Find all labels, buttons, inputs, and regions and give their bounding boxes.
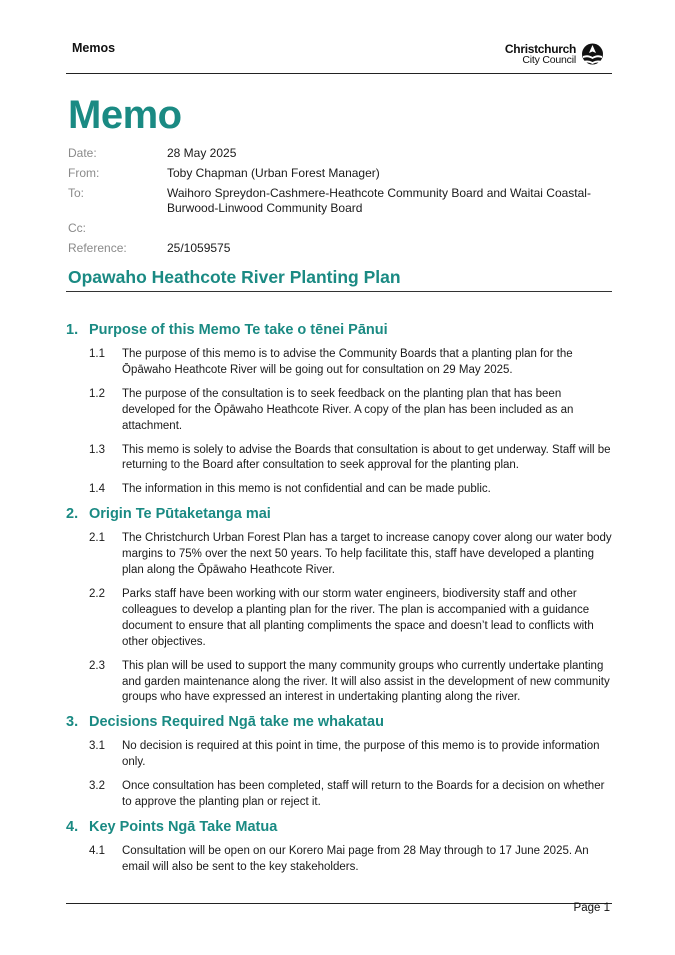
from-row — [68, 166, 607, 182]
item-text: No decision is required at this point in time, the purpose of this memo is to provide information only. — [122, 740, 600, 769]
section-heading — [66, 506, 616, 522]
to-row — [68, 186, 607, 217]
section-key-points — [66, 819, 616, 876]
section-number: 1. — [66, 322, 79, 338]
cc-label: Cc: — [68, 221, 86, 236]
item-number: 3.1 — [89, 740, 105, 753]
list-item — [66, 443, 616, 475]
section-decisions — [66, 714, 616, 811]
section-title: Purpose of this Memo Te take o tēnei Pānui — [89, 322, 388, 338]
header-section-label: Memos — [72, 41, 116, 55]
item-number: 4.1 — [89, 844, 105, 857]
item-text: The Christchurch Urban Forest Plan has a target to increase canopy cover along our water body margins to 75% over the next 50 years. To help facilitate this, staff have developed a planting plan along the Ōpāwaho Heathcote River. — [122, 532, 612, 577]
section-title: Origin Te Pūtaketanga mai — [89, 506, 271, 523]
section-number: 3. — [66, 714, 79, 731]
to-value: Waihoro Spreydon-Cashmere-Heathcote Community Board and Waitai Coastal-Burwood-Linwood Community Board — [167, 185, 591, 216]
item-text: This plan will be used to support the many community groups who currently undertake planting and garden maintenance along the river. It will also assist in the development of new community groups who have expressed an interest in undertaking planting along the river. — [122, 659, 610, 704]
item-number: 1.1 — [89, 348, 105, 360]
item-text: Once consultation has been completed, staff will return to the Boards for a decision on whether to approve the planting plan or reject it. — [122, 780, 605, 809]
page-number: Page 1 — [573, 902, 610, 914]
date-row — [68, 146, 607, 162]
item-text: This memo is solely to advise the Boards that consultation is about to get underway. Staff will be returning to the Board after consultation to seek approval for the planting plan. — [122, 443, 611, 472]
memo-details — [68, 146, 607, 261]
list-item — [66, 482, 616, 498]
section-heading — [66, 714, 616, 730]
from-label: From: — [68, 165, 100, 180]
reference-value: 25/1059575 — [167, 241, 231, 256]
item-number: 2.1 — [89, 532, 105, 545]
list-item — [66, 387, 616, 435]
to-label: To: — [68, 185, 85, 200]
item-number: 2.2 — [89, 587, 105, 600]
section-number: 2. — [66, 506, 79, 523]
date-label: Date: — [68, 146, 97, 160]
section-origin — [66, 506, 616, 706]
subject-divider — [66, 291, 612, 292]
item-number: 1.2 — [89, 387, 105, 400]
logo-line-2: City Council — [522, 54, 576, 66]
list-item — [66, 659, 616, 707]
list-item — [66, 739, 616, 771]
list-item — [66, 779, 616, 811]
item-text: Parks staff have been working with our storm water engineers, biodiversity staff and other colleagues to develop a planting plan for the river. The plan is accompanied with a guidance document to ensure that all planting compliments the space and doesn’t lead to conflicts with other objectives. — [122, 587, 594, 648]
item-number: 2.3 — [89, 659, 105, 672]
item-number: 1.4 — [89, 483, 105, 496]
item-text: Consultation will be open on our Korero Mai page from 28 May through to 17 June 2025. An email will also be sent to the key stakeholders. — [122, 844, 589, 873]
logo-line-1: Christchurch — [504, 42, 576, 56]
item-text: The information in this memo is not confidential and can be made public. — [122, 483, 491, 496]
memo-title: Memo — [68, 93, 182, 137]
section-title: Decisions Required Ngā take me whakatau — [89, 714, 384, 731]
cc-value — [167, 221, 607, 237]
list-item — [66, 531, 616, 579]
item-text: The purpose of the consultation is to seek feedback on the planting plan that has been developed for the Ōpāwaho Heathcote River. A copy of the plan has been included as an attachment. — [122, 387, 574, 432]
section-heading — [66, 322, 616, 338]
item-number: 3.2 — [89, 780, 105, 793]
section-title: Key Points Ngā Take Matua — [89, 818, 278, 835]
from-value: Toby Chapman (Urban Forest Manager) — [167, 165, 380, 180]
reference-label: Reference: — [68, 241, 127, 256]
council-emblem-icon — [580, 43, 605, 67]
list-item — [66, 347, 616, 379]
section-number: 4. — [66, 818, 79, 835]
footer-divider — [66, 903, 612, 904]
header-divider — [66, 73, 612, 74]
list-item — [66, 587, 616, 651]
council-logo — [505, 40, 605, 70]
memo-subject: Opawaho Heathcote River Planting Plan — [68, 267, 401, 287]
list-item — [66, 844, 616, 876]
section-heading — [66, 819, 616, 835]
item-number: 1.3 — [89, 443, 105, 456]
cc-row — [68, 221, 607, 237]
memo-body — [66, 322, 616, 884]
item-text: The purpose of this memo is to advise the Community Boards that a planting plan for the Ōpāwaho Heathcote River will be going out for consultation on 29 May 2025. — [122, 348, 573, 376]
section-purpose — [66, 322, 616, 498]
reference-row — [68, 241, 607, 257]
date-value: 28 May 2025 — [167, 146, 237, 160]
